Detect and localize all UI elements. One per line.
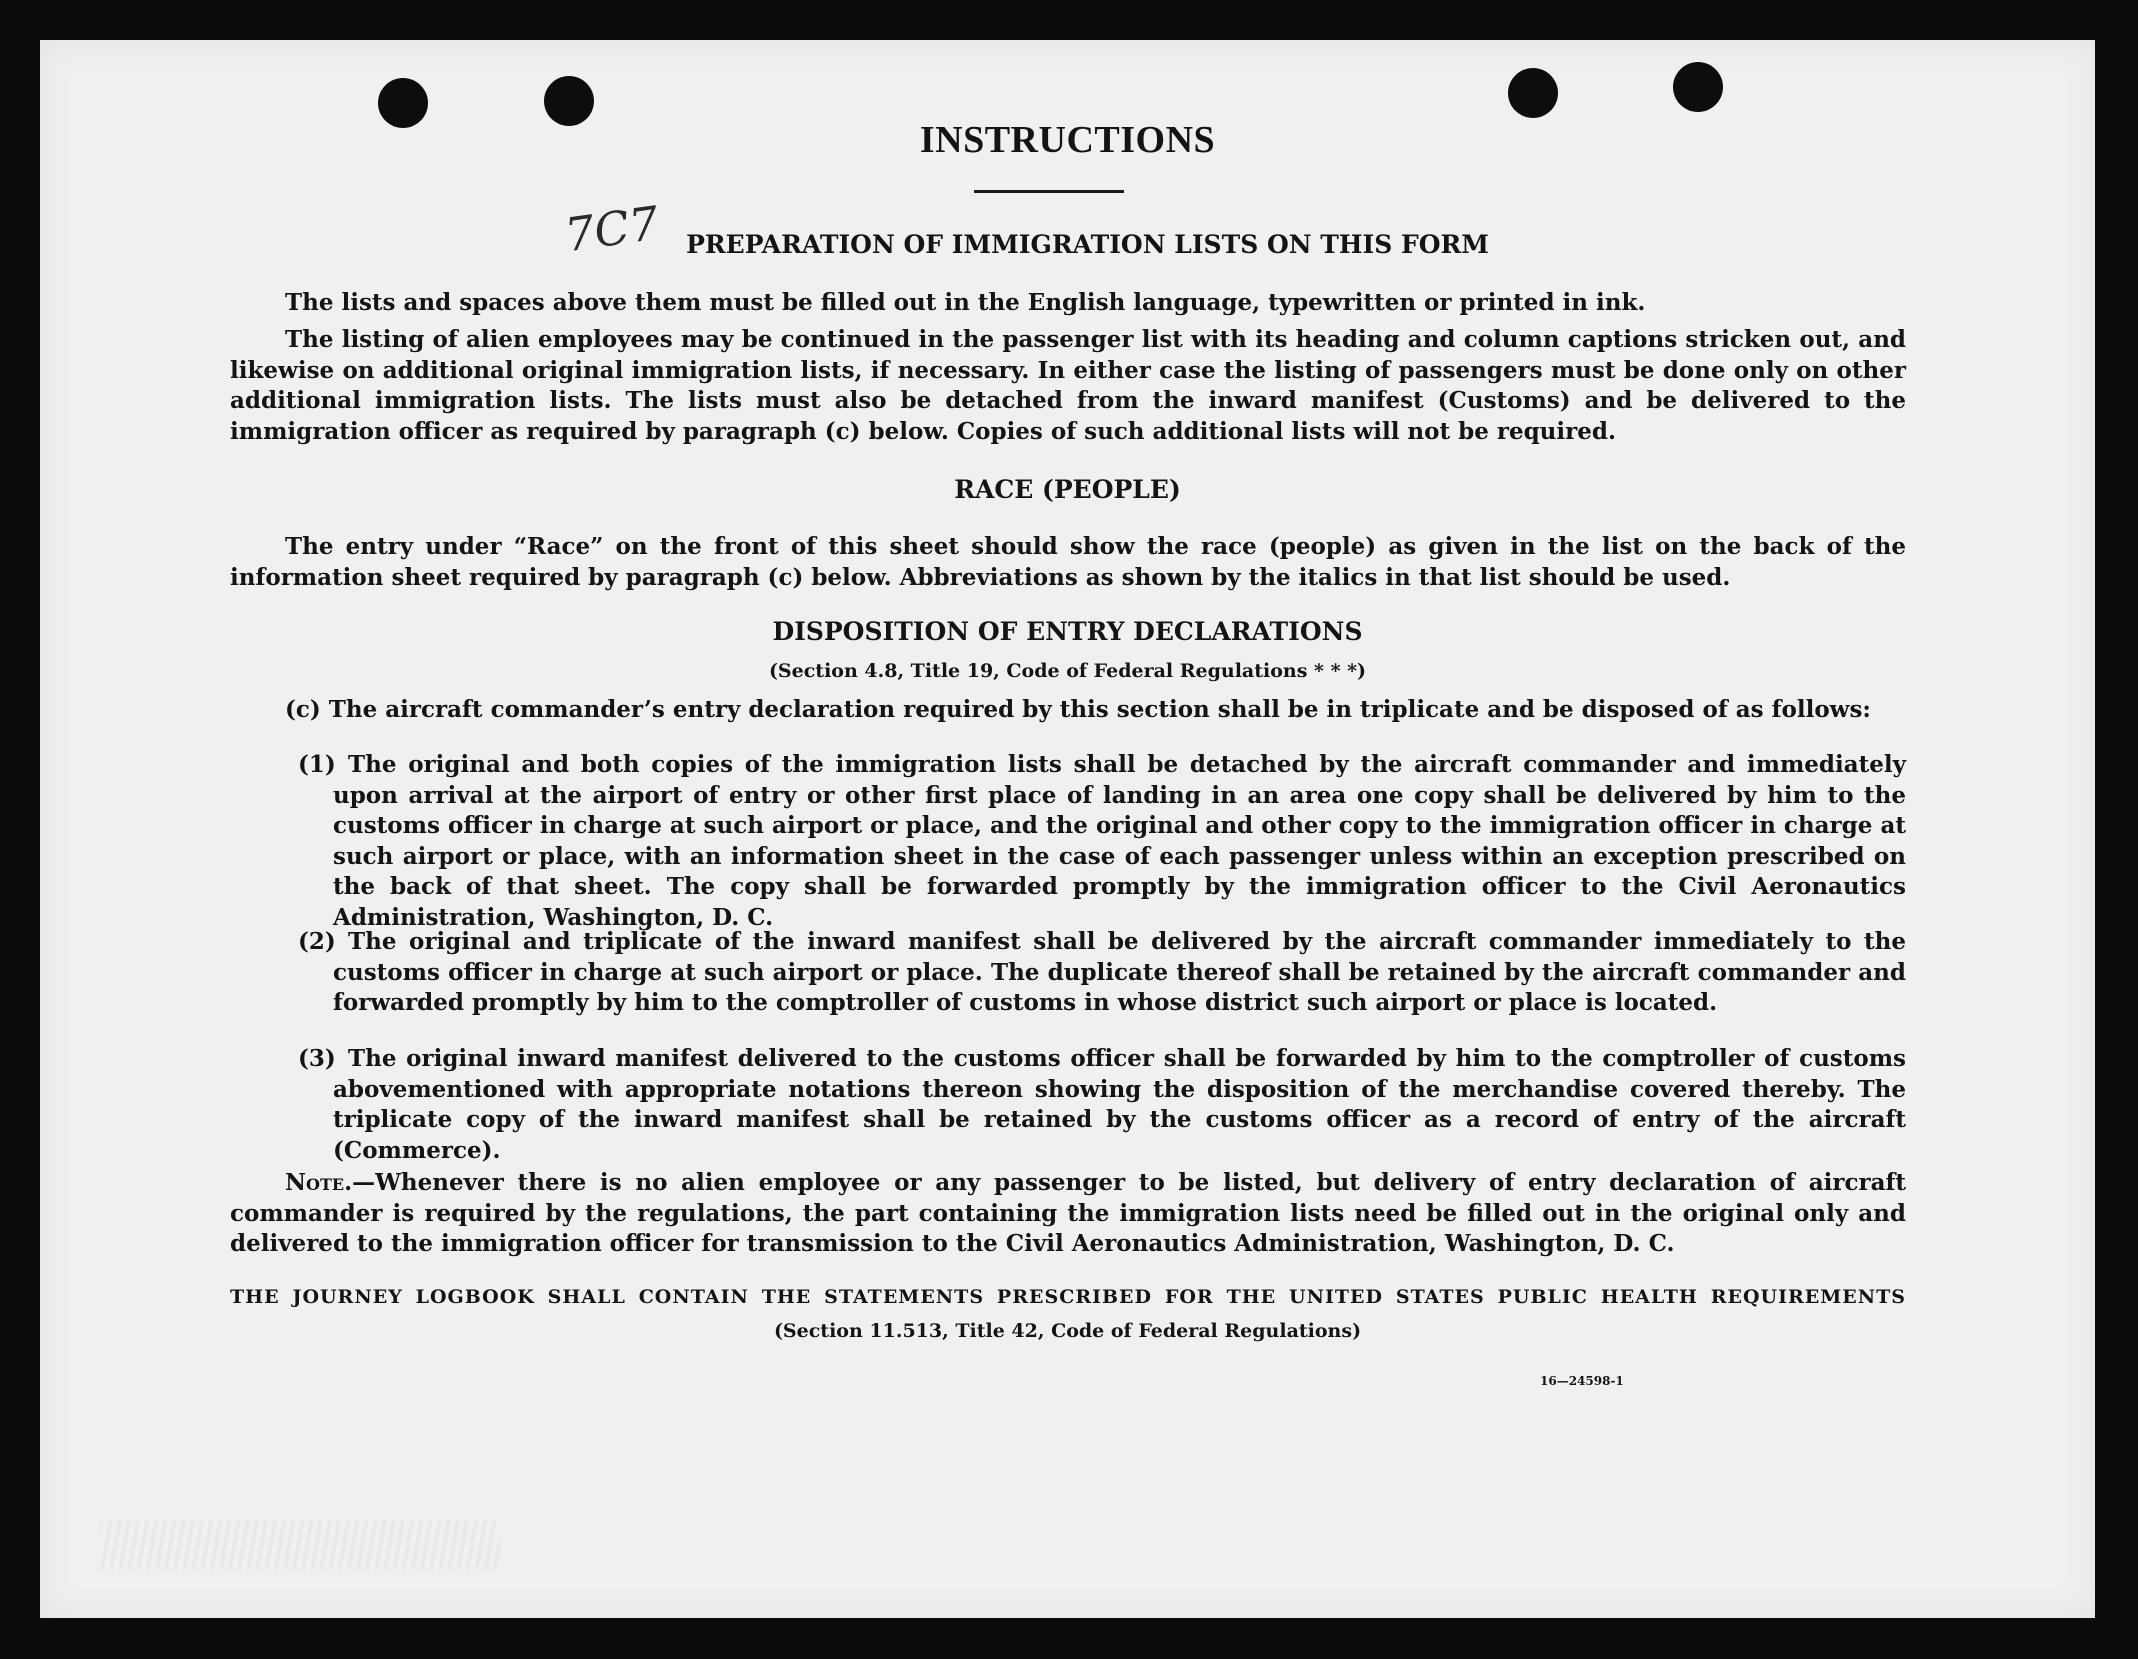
item-number: (1) <box>298 751 336 778</box>
disposition-item-1 <box>298 750 1906 933</box>
preparation-para-2: The listing of alien employees may be continued in the passenger list with its heading and column captions stricken out, and likewise on additional original immigration lists, if necessary. In either case the listing of passengers must be done only on other additional immigration lists. The lists must also be detached from the inward manifest (Customs) and be delivered to the immigration officer as required by paragraph (c) below. Copies of such additional lists will not be required. <box>230 326 1906 445</box>
handwritten-note: 7C7 <box>561 195 663 263</box>
form-number: 16—24598-1 <box>1540 1374 1624 1388</box>
race-para: The entry under “Race” on the front of this sheet should show the race (people) as given in the list on the back of the information sheet required by paragraph (c) below. Abbreviations as shown by the italics in that list should be used. <box>230 533 1906 591</box>
item-number: (2) <box>298 928 336 955</box>
item-text: The original and triplicate of the inward manifest shall be delivered by the aircraft commander immediately to the customs officer in charge at such airport or place. The duplicate thereof shall be retained by the aircraft commander and forwarded promptly by him to the comptroller of customs in whose district such airport or place is located. <box>333 928 1906 1016</box>
punch-hole-3 <box>1508 68 1558 118</box>
note-text: —Whenever there is no alien employee or any passenger to be listed, but delivery of entry declaration of aircraft commander is required by the regulations, the part containing the immigration lists need be filled out in the original only and delivered to the immigration officer for transmission to the Civil Aeronautics Administration, Washington, D. C. <box>230 1169 1906 1257</box>
disposition-heading: DISPOSITION OF ENTRY DECLARATIONS <box>772 617 1363 646</box>
disposition-intro: (c) The aircraft commander’s entry declaration required by this section shall be in triplicate and be disposed of as follows: <box>285 696 1871 723</box>
title-underline <box>974 190 1124 193</box>
preparation-para-1: The lists and spaces above them must be filled out in the English language, typewritten or printed in ink. <box>285 289 1646 316</box>
journey-heading: THE JOURNEY LOGBOOK SHALL CONTAIN THE STATEMENTS PRESCRIBED FOR THE UNITED STATES PUBLIC HEALTH REQUIREMENTS <box>230 1286 1906 1308</box>
note-label: Note. <box>285 1169 353 1196</box>
page-title: INSTRUCTIONS <box>919 119 1216 161</box>
race-heading: RACE (PEOPLE) <box>954 475 1181 504</box>
disposition-citation: (Section 4.8, Title 19, Code of Federal Regulations * * *) <box>768 660 1367 682</box>
item-number: (3) <box>298 1045 336 1072</box>
item-text: The original and both copies of the immigration lists shall be detached by the aircraft commander and immediately upon arrival at the airport of entry or other first place of landing in an area one copy shall be delivered by him to the customs officer in charge at such airport or place, and the original and other copy to the immigration officer in charge at such airport or place, with an information sheet in the case of each passenger unless within an exception prescribed on the back of that sheet. The copy shall be forwarded promptly by the immigration officer to the Civil Aeronautics Administration, Washington, D. C. <box>333 751 1906 931</box>
preparation-heading: PREPARATION OF IMMIGRATION LISTS ON THIS FORM <box>686 230 1489 259</box>
journey-citation: (Section 11.513, Title 42, Code of Federal Regulations) <box>773 1320 1362 1342</box>
note-paragraph <box>230 1168 1906 1260</box>
smudge-mark <box>100 1520 500 1570</box>
punch-hole-4 <box>1673 62 1723 112</box>
document-sheet <box>40 40 2095 1618</box>
disposition-item-3 <box>298 1044 1906 1166</box>
item-text: The original inward manifest delivered to the customs officer shall be forwarded by him to the comptroller of customs abovementioned with appropriate notations thereon showing the disposition of the merchandise covered thereby. The triplicate copy of the inward manifest shall be retained by the customs officer as a record of entry of the aircraft (Commerce). <box>333 1045 1906 1164</box>
bleed-through-text <box>270 160 282 213</box>
disposition-item-2 <box>298 927 1906 1019</box>
